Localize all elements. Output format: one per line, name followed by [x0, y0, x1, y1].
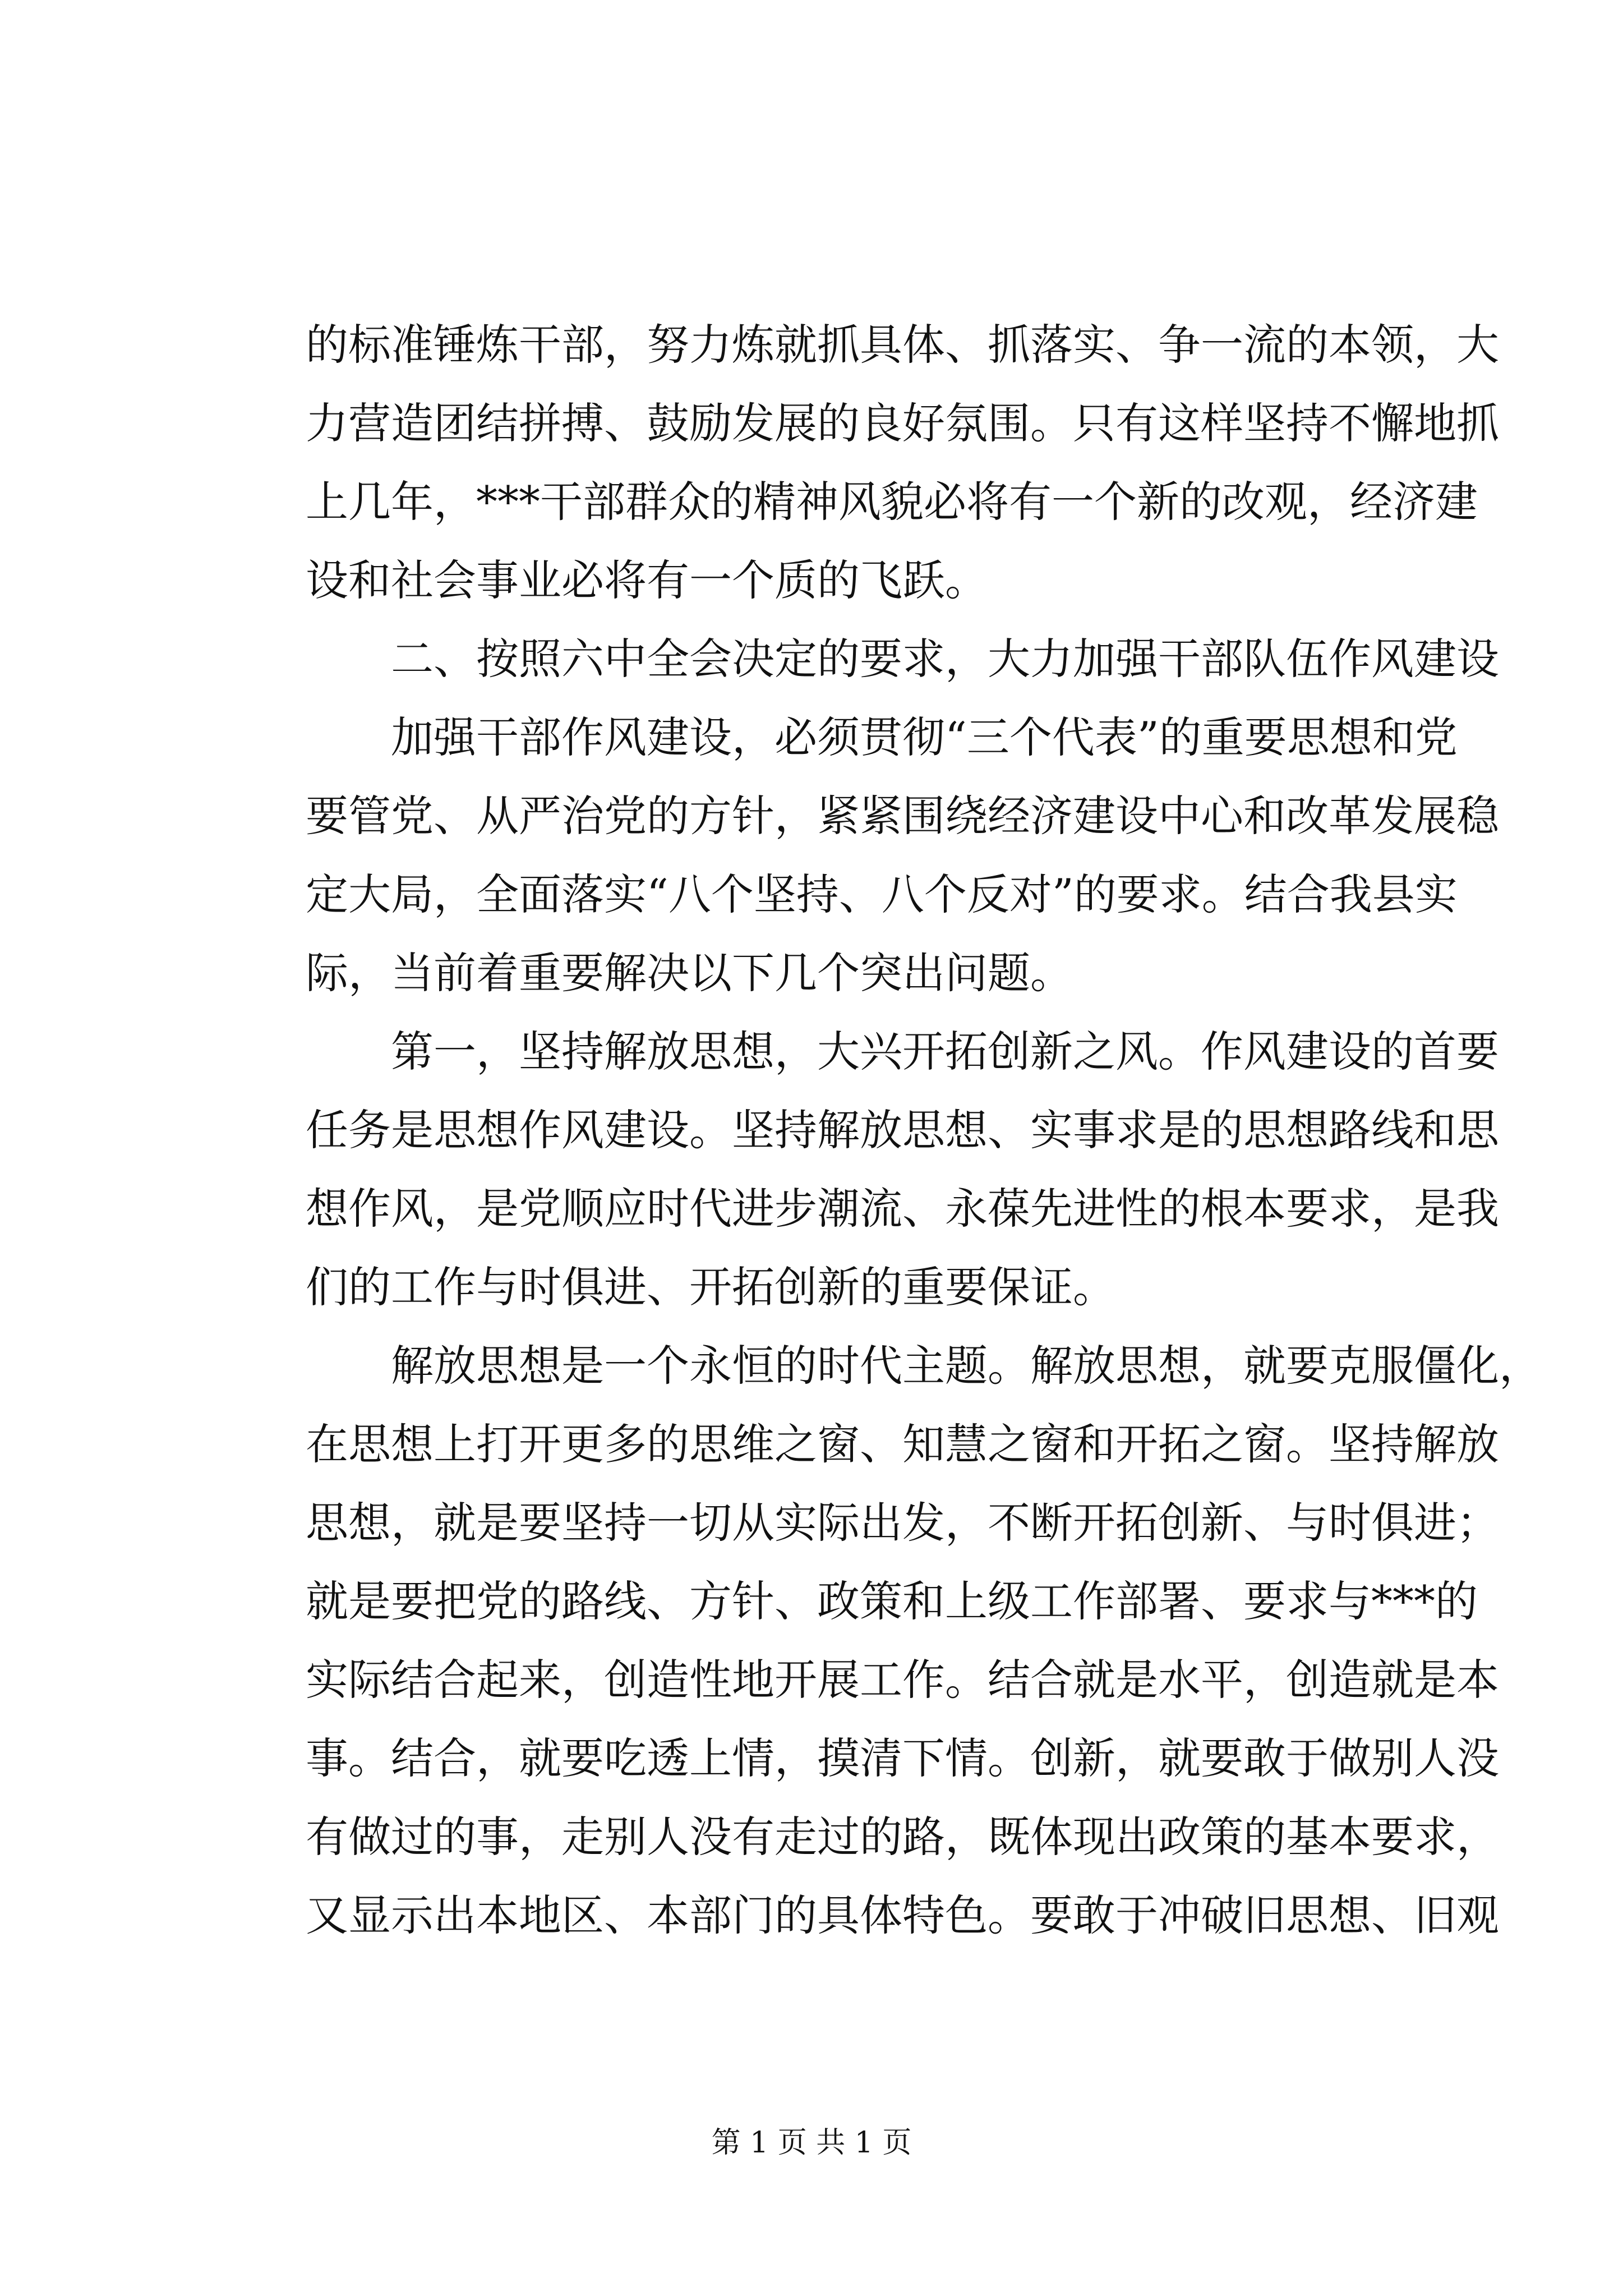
text-line: 在思想上打开更多的思维之窗、知慧之窗和开拓之窗。坚持解放	[306, 1419, 1499, 1469]
text-line: 际，当前着重要解决以下几个突出问题。	[306, 948, 1073, 998]
text-line: 们的工作与时俱进、开拓创新的重要保证。	[306, 1262, 1115, 1312]
body-text	[306, 306, 1542, 1955]
text-line: 上几年，***干部群众的精神风貌必将有一个新的改观，经济建	[306, 477, 1478, 527]
text-line: 有做过的事，走别人没有走过的路，既体现出政策的基本要求，	[306, 1812, 1499, 1862]
section-heading: 二、按照六中全会决定的要求，大力加强干部队伍作风建设	[306, 634, 1499, 684]
text-line: 实际结合起来，创造性地开展工作。结合就是水平，创造就是本	[306, 1655, 1499, 1705]
text-line: 要管党、从严治党的方针，紧紧围绕经济建设中心和改革发展稳	[306, 791, 1499, 841]
text-line: 任务是思想作风建设。坚持解放思想、实事求是的思想路线和思	[306, 1105, 1499, 1155]
text-line: 定大局，全面落实“八个坚持、八个反对”的要求。结合我县实	[306, 869, 1458, 919]
text-line: 加强干部作风建设，必须贯彻“三个代表”的重要思想和党	[306, 712, 1458, 762]
page-footer: 第 1 页 共 1 页	[711, 2126, 912, 2160]
text-line: 设和社会事业必将有一个质的飞跃。	[306, 555, 988, 605]
text-line: 想作风，是党顺应时代进步潮流、永葆先进性的根本要求，是我	[306, 1184, 1499, 1234]
text-line: 力营造团结拼搏、鼓励发展的良好氛围。只有这样坚持不懈地抓	[306, 398, 1499, 448]
text-line: 的标准锤炼干部，努力炼就抓具体、抓落实、争一流的本领，大	[306, 320, 1499, 370]
text-line: 又显示出本地区、本部门的具体特色。要敢于冲破旧思想、旧观	[306, 1890, 1499, 1940]
text-line: 思想，就是要坚持一切从实际出发，不断开拓创新、与时俱进；	[306, 1498, 1499, 1548]
text-line: 事。结合，就要吃透上情，摸清下情。创新，就要敢于做别人没	[306, 1733, 1499, 1783]
text-line: 第一，坚持解放思想，大兴开拓创新之风。作风建设的首要	[306, 1027, 1499, 1076]
text-line: 就是要把党的路线、方针、政策和上级工作部署、要求与***的	[306, 1576, 1478, 1626]
text-line: 解放思想是一个永恒的时代主题。解放思想，就要克服僵化，	[306, 1341, 1542, 1391]
